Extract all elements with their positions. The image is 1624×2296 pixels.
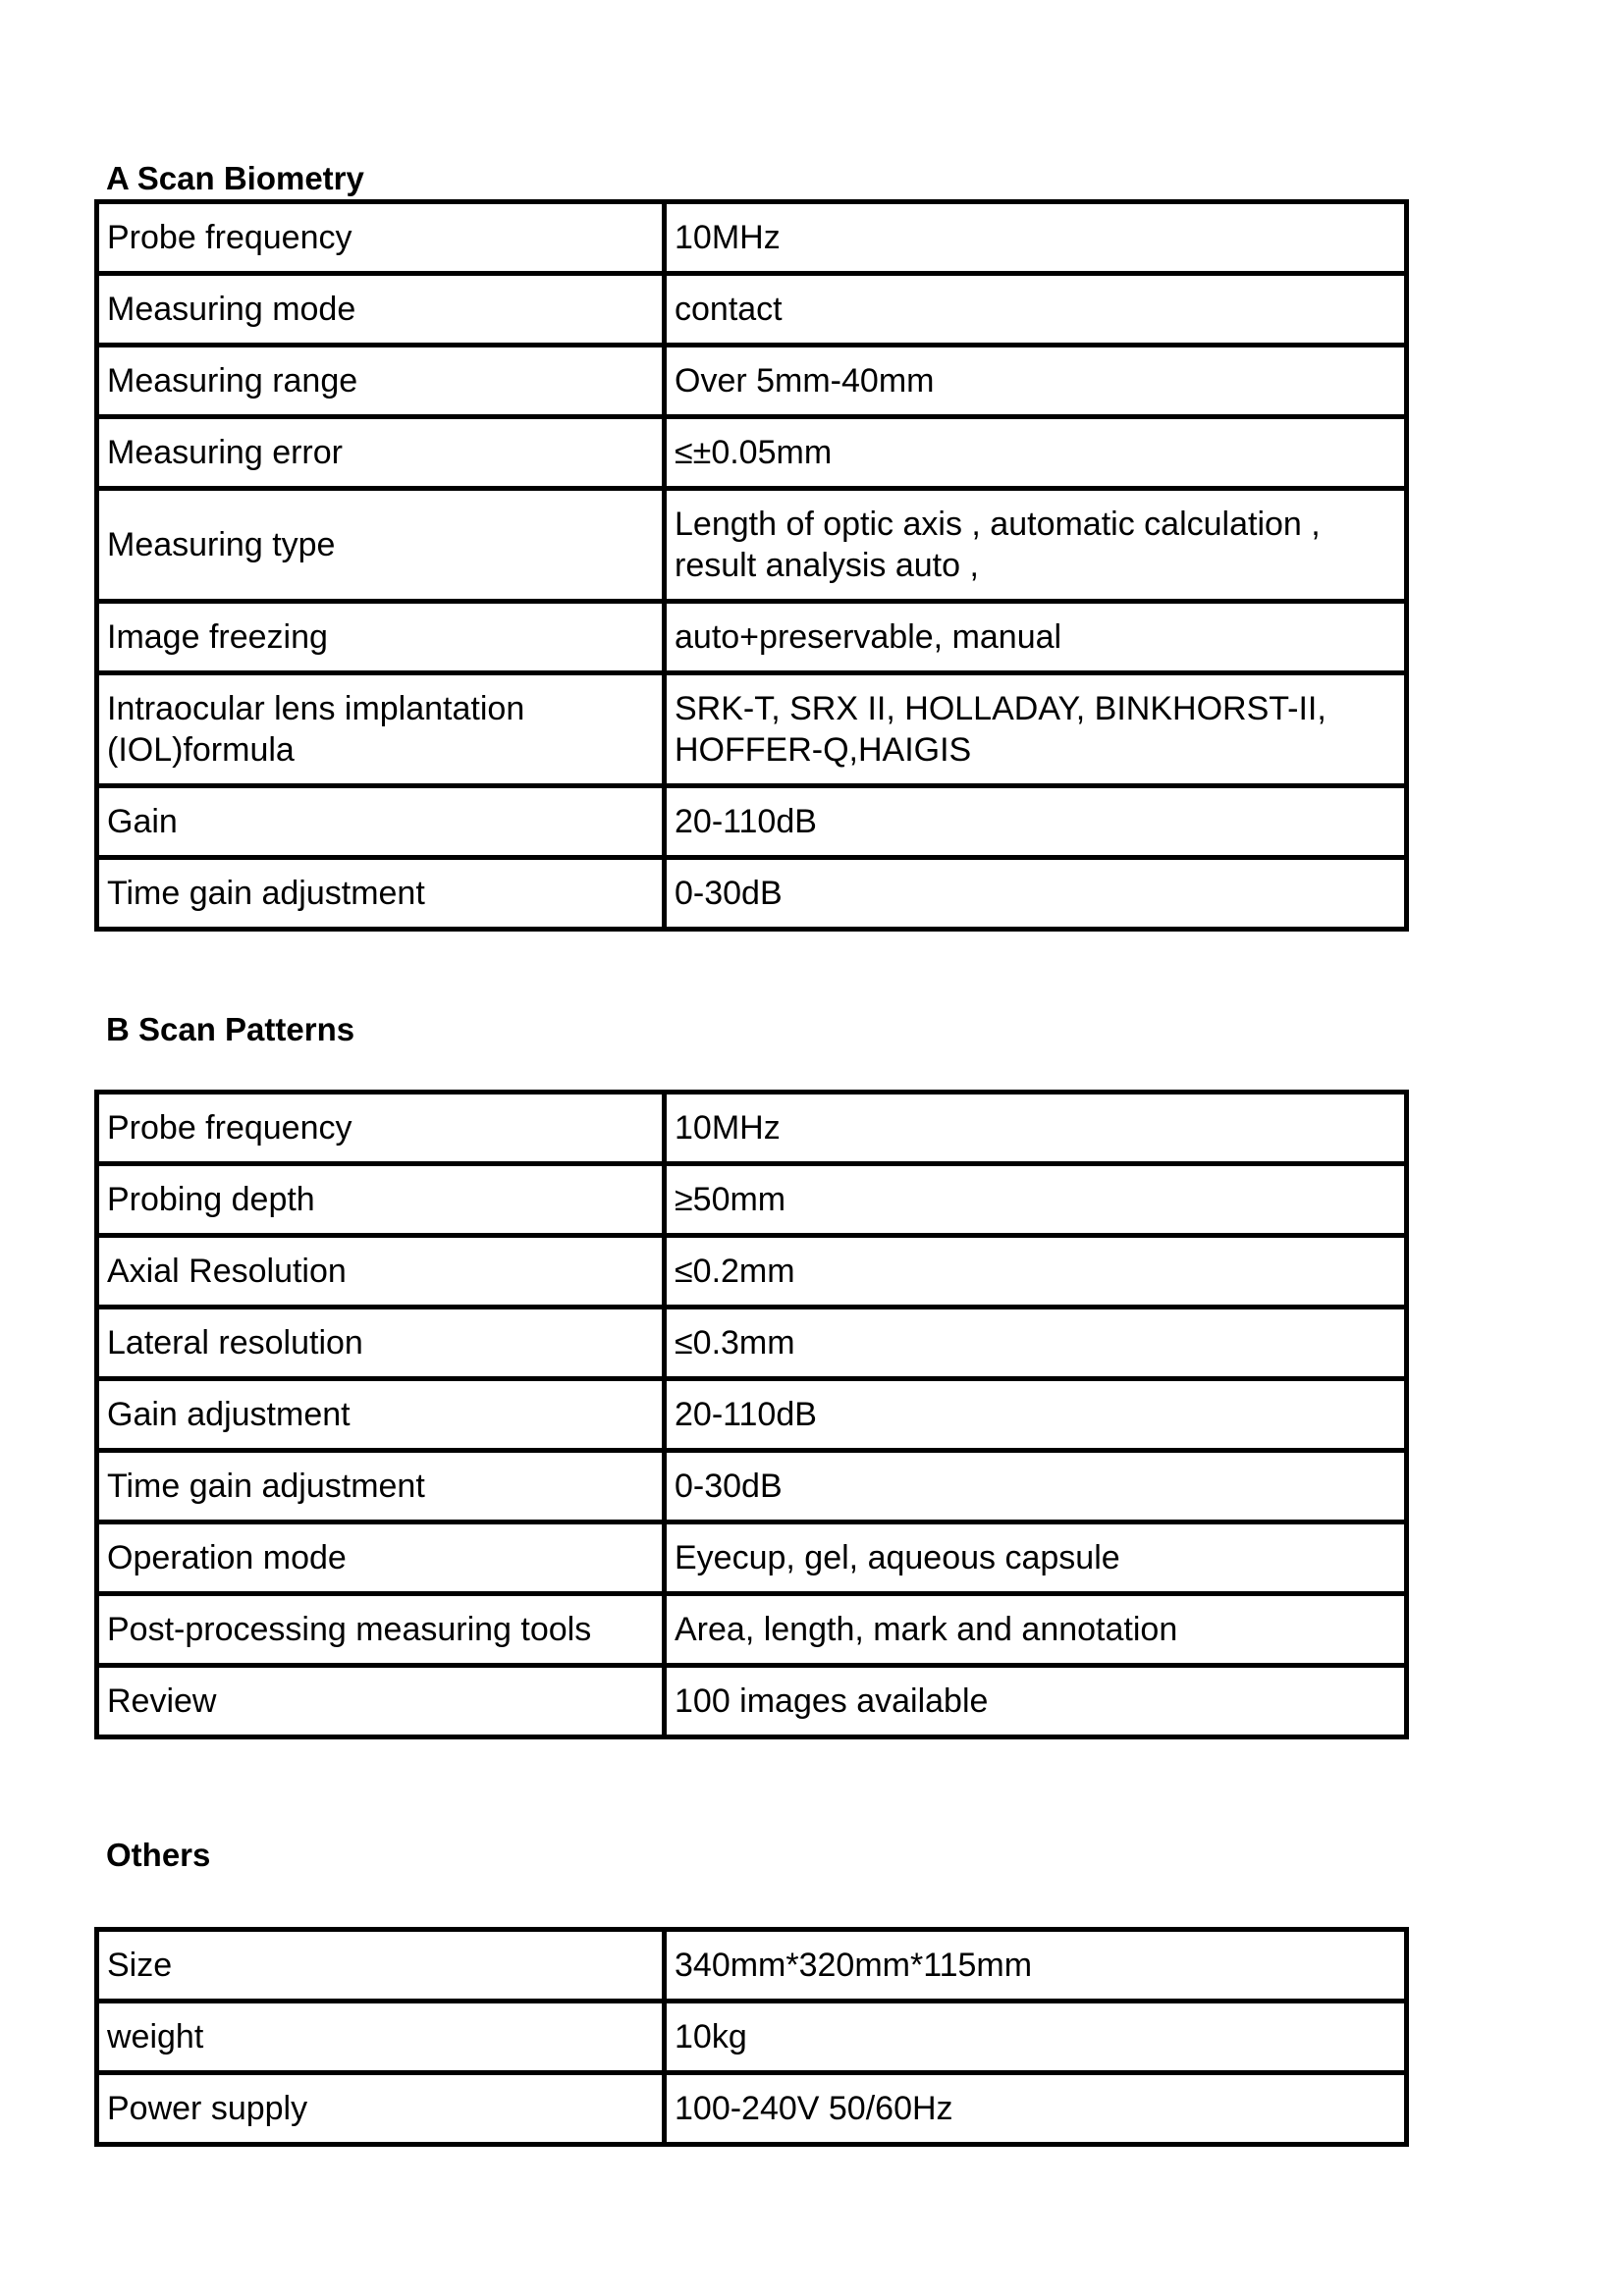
spec-label: Time gain adjustment [97,1451,665,1522]
spec-value: auto+preservable, manual [665,602,1407,673]
spec-value: 10MHz [665,1093,1407,1164]
spec-value: Length of optic axis , automatic calculation , result analysis auto , [665,489,1407,602]
spec-label: Image freezing [97,602,665,673]
table-row [97,1522,1407,1594]
table-row [97,2073,1407,2145]
table-row [97,1666,1407,1737]
spec-label: Probing depth [97,1164,665,1236]
spec-label: Probe frequency [97,1093,665,1164]
spec-label: Probe frequency [97,202,665,274]
table-row [97,786,1407,858]
a-scan-title: A Scan Biometry [106,160,364,196]
spec-label: Power supply [97,2073,665,2145]
spec-value: Area, length, mark and annotation [665,1594,1407,1666]
table-row [97,2002,1407,2073]
spec-value: 0-30dB [665,1451,1407,1522]
table-row [97,1930,1407,2002]
spec-value: 20-110dB [665,1379,1407,1451]
spec-value: ≥50mm [665,1164,1407,1236]
b-scan-spec-table [94,1090,1409,1739]
table-row [97,673,1407,786]
spec-value: 100 images available [665,1666,1407,1737]
spec-label: Gain adjustment [97,1379,665,1451]
table-row [97,346,1407,417]
spec-label: Post-processing measuring tools [97,1594,665,1666]
table-row [97,602,1407,673]
spec-value: ≤±0.05mm [665,417,1407,489]
table-row [97,1236,1407,1308]
spec-label: Axial Resolution [97,1236,665,1308]
spec-label: weight [97,2002,665,2073]
table-row [97,1451,1407,1522]
spec-label: Intraocular lens implantation (IOL)formula [97,673,665,786]
spec-value: contact [665,274,1407,346]
spec-value: SRK-T, SRX II, HOLLADAY, BINKHORST-II, HOFFER-Q,HAIGIS [665,673,1407,786]
spec-value: 340mm*320mm*115mm [665,1930,1407,2002]
spec-label: Operation mode [97,1522,665,1594]
spec-value: 10MHz [665,202,1407,274]
others-title: Others [106,1837,211,1873]
table-row [97,858,1407,930]
table-row [97,417,1407,489]
table-row [97,1093,1407,1164]
a-scan-spec-table [94,199,1409,932]
spec-value: 20-110dB [665,786,1407,858]
table-row [97,1164,1407,1236]
spec-label: Gain [97,786,665,858]
spec-value: ≤0.2mm [665,1236,1407,1308]
spec-label: Measuring mode [97,274,665,346]
table-row [97,1594,1407,1666]
table-row [97,202,1407,274]
spec-label: Size [97,1930,665,2002]
spec-label: Time gain adjustment [97,858,665,930]
table-row [97,1308,1407,1379]
table-row [97,274,1407,346]
spec-value: 0-30dB [665,858,1407,930]
spec-value: 100-240V 50/60Hz [665,2073,1407,2145]
spec-value: Eyecup, gel, aqueous capsule [665,1522,1407,1594]
spec-value: Over 5mm-40mm [665,346,1407,417]
others-spec-table [94,1927,1409,2147]
spec-label: Review [97,1666,665,1737]
spec-label: Measuring type [97,489,665,602]
spec-value: 10kg [665,2002,1407,2073]
table-row [97,1379,1407,1451]
spec-value: ≤0.3mm [665,1308,1407,1379]
spec-label: Measuring error [97,417,665,489]
spec-label: Measuring range [97,346,665,417]
table-row [97,489,1407,602]
b-scan-title: B Scan Patterns [106,1011,355,1047]
spec-label: Lateral resolution [97,1308,665,1379]
